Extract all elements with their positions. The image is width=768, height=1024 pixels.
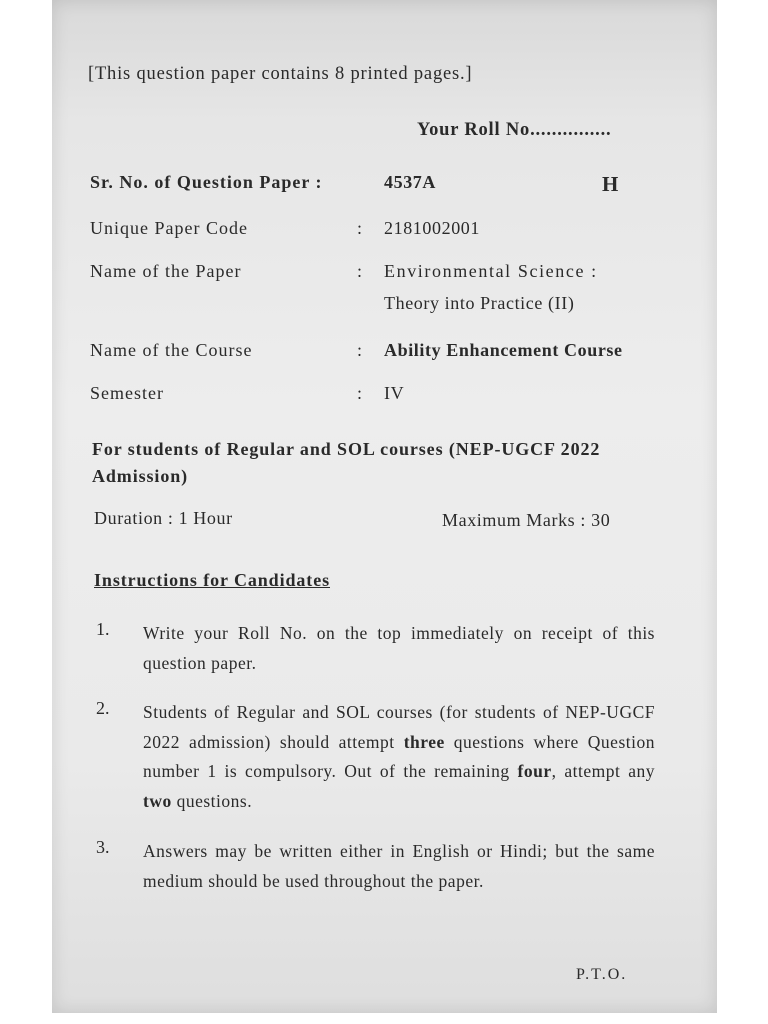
- sr-no-value: 4537A: [384, 172, 436, 192]
- instruction-number: 3.: [96, 837, 110, 857]
- instruction-emphasis: four: [517, 761, 552, 781]
- instruction-text-part: questions.: [171, 790, 253, 811]
- instruction-text: Write your Roll No. on the top immediately on receipt of this question paper.: [143, 623, 655, 673]
- instruction-text: Answers may be written either in English or Hindi; but the same medium should be used throughout the paper.: [143, 841, 655, 891]
- paper-name-line2: Theory into Practice (II): [384, 293, 575, 313]
- instructions-title: Instructions for Candidates: [94, 570, 330, 590]
- instruction-emphasis: two: [143, 790, 172, 811]
- course-value: Ability Enhancement Course: [384, 340, 623, 360]
- instruction-text-part: questions where Question number 1 is compulsory. Out of the remaining: [143, 731, 655, 781]
- paper-name-label: Name of the Paper: [90, 261, 242, 281]
- instruction-text: [143, 698, 655, 816]
- semester-colon: :: [357, 383, 363, 403]
- upc-value: 2181002001: [384, 218, 480, 238]
- semester-label: Semester: [90, 383, 164, 403]
- upc-label: Unique Paper Code: [90, 218, 248, 238]
- paper-name-line1: Environmental Science :: [384, 261, 598, 281]
- instruction-number: 2.: [96, 698, 110, 718]
- instruction-emphasis: three: [403, 731, 445, 752]
- please-turn-over: P.T.O.: [576, 966, 628, 983]
- page-count-note: [This question paper contains 8 printed pages.]: [88, 64, 473, 84]
- duration: Duration : 1 Hour: [94, 508, 233, 528]
- roll-number-field: Your Roll No...............: [417, 120, 612, 140]
- course-label: Name of the Course: [90, 340, 253, 360]
- upc-colon: :: [357, 218, 363, 238]
- paper-name-colon: :: [357, 261, 363, 281]
- course-colon: :: [357, 340, 363, 360]
- instruction-text-part: Students of Regular and SOL courses (for students of NEP-UGCF 2022 admission) should attempt: [143, 702, 655, 752]
- maximum-marks: Maximum Marks : 30: [442, 510, 611, 530]
- semester-value: IV: [384, 383, 405, 403]
- question-paper-page: [52, 0, 717, 1013]
- sr-no-label: Sr. No. of Question Paper :: [90, 172, 323, 192]
- instruction-text-part: , attempt any: [551, 761, 655, 781]
- instruction-number: 1.: [96, 619, 110, 639]
- set-code: H: [602, 172, 619, 196]
- students-eligibility: For students of Regular and SOL courses (NEP-UGCF 2022 Admission): [92, 439, 601, 486]
